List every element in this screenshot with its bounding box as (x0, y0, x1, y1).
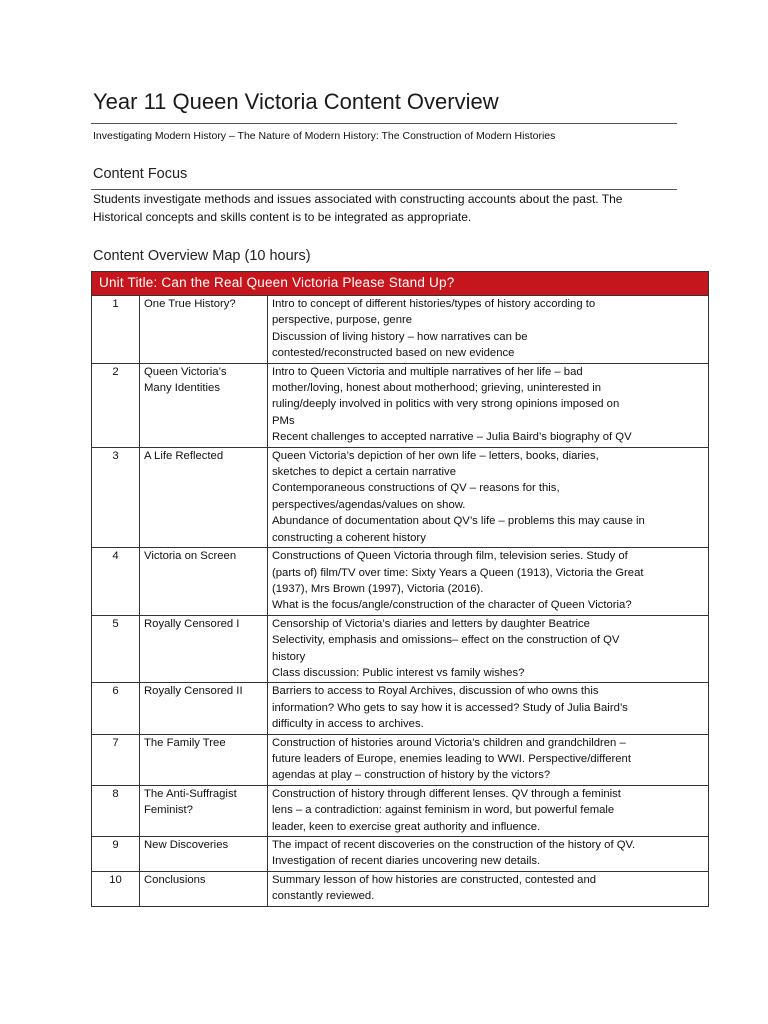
row-topic (140, 683, 268, 734)
topic-line: Feminist? (144, 804, 193, 817)
topic-line: Conclusions (144, 873, 206, 886)
row-topic (140, 871, 268, 906)
detail-line: Class discussion: Public interest vs family wishes? (272, 666, 525, 679)
detail-line: Construction of history through different lenses. QV through a feminist (272, 787, 621, 800)
title-divider (91, 123, 677, 124)
page-subtitle: Investigating Modern History – The Nature of Modern History: The Construction of Modern Histories (93, 130, 556, 142)
topic-line: One True History? (144, 298, 236, 310)
row-topic (140, 296, 268, 364)
row-number: 10 (92, 871, 140, 906)
row-number: 4 (92, 548, 140, 616)
row-details (268, 296, 709, 364)
detail-line: Censorship of Victoria’s diaries and letters by daughter Beatrice (272, 617, 590, 630)
detail-line: information? Who gets to say how it is accessed? Study of Julia Baird’s (272, 701, 628, 714)
content-focus-line: Historical concepts and skills content is to be integrated as appropriate. (93, 210, 472, 224)
detail-line: constantly reviewed. (272, 890, 375, 903)
row-number: 8 (92, 785, 140, 836)
detail-line: Discussion of living history – how narratives can be (272, 330, 528, 343)
detail-line: future leaders of Europe, enemies leading to WWI. Perspective/different (272, 752, 631, 765)
table-row (92, 363, 709, 447)
detail-line: Abundance of documentation about QV’s life – problems this may cause in (272, 515, 645, 528)
row-topic (140, 837, 268, 872)
row-number: 1 (92, 296, 140, 364)
row-number: 2 (92, 363, 140, 447)
table-row (92, 296, 709, 364)
row-details (268, 734, 709, 785)
detail-line: perspectives/agendas/values on show. (272, 498, 466, 511)
detail-line: contested/reconstructed based on new evidence (272, 347, 515, 360)
detail-line: The impact of recent discoveries on the construction of the history of QV. (272, 839, 636, 851)
detail-line: (parts of) film/TV over time: Sixty Years a Queen (1913), Victoria the Great (272, 566, 644, 579)
row-details (268, 683, 709, 734)
detail-line: difficulty in access to archives. (272, 718, 424, 731)
detail-line: sketches to depict a certain narrative (272, 466, 456, 479)
detail-line: (1937), Mrs Brown (1997), Victoria (2016). (272, 582, 484, 595)
row-topic (140, 734, 268, 785)
row-details (268, 363, 709, 447)
topic-line: Royally Censored I (144, 617, 240, 630)
table-row (92, 837, 709, 872)
table-row (92, 447, 709, 547)
detail-line: Intro to Queen Victoria and multiple narratives of her life – bad (272, 365, 583, 378)
content-focus-line: Students investigate methods and issues associated with constructing accounts about the past. The (93, 192, 623, 206)
detail-line: ruling/deeply involved in politics with very strong opinions imposed on (272, 398, 620, 411)
detail-line: leader, keen to exercise great authority and influence. (272, 820, 541, 833)
row-details (268, 615, 709, 683)
topic-line: A Life Reflected (144, 449, 224, 462)
unit-title-row (92, 272, 709, 296)
detail-line: Constructions of Queen Victoria through film, television series. Study of (272, 550, 628, 563)
table-row (92, 734, 709, 785)
row-topic (140, 548, 268, 616)
topic-line: Queen Victoria’s (144, 365, 227, 378)
row-topic (140, 785, 268, 836)
detail-line: Construction of histories around Victoria’s children and grandchildren – (272, 736, 626, 749)
table-row (92, 785, 709, 836)
detail-line: perspective, purpose, genre (272, 314, 413, 327)
detail-line: history (272, 650, 306, 663)
detail-line: Selectivity, emphasis and omissions– effect on the construction of QV (272, 634, 620, 647)
detail-line: mother/loving, honest about motherhood; grieving, uninterested in (272, 382, 602, 395)
row-topic (140, 363, 268, 447)
row-number: 9 (92, 837, 140, 872)
row-topic (140, 615, 268, 683)
detail-line: Intro to concept of different histories/types of history according to (272, 298, 596, 310)
topic-line: Many Identities (144, 382, 220, 395)
detail-line: agendas at play – construction of history by the victors? (272, 769, 551, 782)
detail-line: Queen Victoria’s depiction of her own life – letters, books, diaries, (272, 449, 599, 462)
row-topic (140, 447, 268, 547)
row-details (268, 837, 709, 872)
detail-line: lens – a contradiction: against feminism in word, but powerful female (272, 804, 615, 817)
detail-line: PMs (272, 414, 295, 427)
content-focus-text (93, 190, 683, 226)
detail-line: Recent challenges to accepted narrative – Julia Baird’s biography of QV (272, 431, 632, 444)
row-details (268, 871, 709, 906)
content-overview-table (91, 271, 709, 907)
detail-line: Investigation of recent diaries uncovering new details. (272, 855, 541, 868)
content-focus-heading: Content Focus (93, 166, 188, 182)
table-row (92, 548, 709, 616)
topic-line: Royally Censored II (144, 685, 243, 698)
detail-line: What is the focus/angle/construction of the character of Queen Victoria? (272, 599, 632, 612)
table-row (92, 871, 709, 906)
row-number: 3 (92, 447, 140, 547)
row-details (268, 548, 709, 616)
table-row (92, 615, 709, 683)
topic-line: The Anti-Suffragist (144, 787, 237, 800)
page-title: Year 11 Queen Victoria Content Overview (93, 89, 499, 114)
content-map-heading: Content Overview Map (10 hours) (93, 248, 311, 264)
topic-line: New Discoveries (144, 839, 229, 851)
topic-line: Victoria on Screen (144, 550, 237, 563)
detail-line: constructing a coherent history (272, 531, 426, 544)
topic-line: The Family Tree (144, 736, 226, 749)
row-number: 5 (92, 615, 140, 683)
row-number: 7 (92, 734, 140, 785)
detail-line: Barriers to access to Royal Archives, discussion of who owns this (272, 685, 599, 698)
table-row (92, 683, 709, 734)
row-number: 6 (92, 683, 140, 734)
detail-line: Summary lesson of how histories are constructed, contested and (272, 873, 597, 886)
row-details (268, 785, 709, 836)
unit-title: Unit Title: Can the Real Queen Victoria Please Stand Up? (92, 272, 709, 296)
row-details (268, 447, 709, 547)
detail-line: Contemporaneous constructions of QV – reasons for this, (272, 482, 560, 495)
